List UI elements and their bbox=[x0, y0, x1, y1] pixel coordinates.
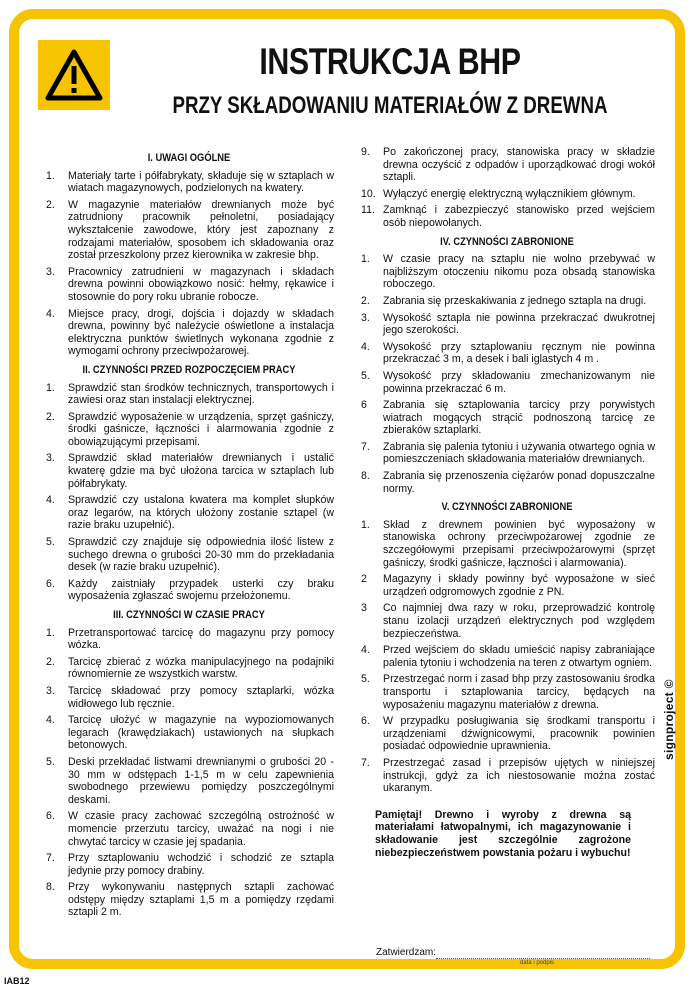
item-number: 7. bbox=[361, 440, 370, 453]
warning-triangle-icon bbox=[38, 40, 110, 110]
item-number: 6. bbox=[46, 810, 55, 823]
item-text: Przetransportować tarcicę do magazynu przy pomocy wózka. bbox=[68, 626, 334, 652]
item-text: Sprawdzić czy znajduje się odpowiednia ilość listew z suchego drewna o grubości 20-30 mm do przekładania desek (w razie braku uzupełnić). bbox=[68, 536, 334, 574]
item-number: 8. bbox=[361, 470, 370, 483]
item-number: 10. bbox=[361, 187, 376, 200]
approval-label: Zatwierdzam: bbox=[376, 947, 437, 958]
item-text: Tarcicę składować przy pomocy sztaplarki, wózka widłowego lub ręcznie. bbox=[68, 684, 334, 710]
item-text: Materiały tarte i półfabrykaty, składuje się w sztaplach w wiatach magazynowych, podzielonych na kwatery. bbox=[68, 169, 334, 195]
item-number: 2. bbox=[46, 655, 55, 668]
item-number: 9. bbox=[361, 146, 370, 158]
item-number: 2. bbox=[46, 410, 55, 423]
item-number: 11. bbox=[361, 204, 375, 217]
item-number: 2. bbox=[361, 294, 370, 307]
item-number: 7. bbox=[361, 756, 370, 769]
item-text: Skład z drewnem powinien być wyposażony w stanowiska ochrony przeciwpożarowej zgodnie ze szczegółowymi przepisami przeciwpożarowymi (sprzęt gaśniczy, środki gaśnicze, łączności i alarmowania). bbox=[383, 518, 655, 569]
list-item bbox=[359, 715, 655, 753]
item-number: 5. bbox=[361, 673, 370, 686]
item-number: 3. bbox=[46, 684, 55, 697]
list-item bbox=[359, 188, 655, 201]
item-text: Wysokość sztapla nie powinna przekraczać dwukrotnej jego szerokości. bbox=[383, 311, 655, 337]
list-item bbox=[44, 881, 334, 919]
right-column bbox=[359, 146, 655, 859]
item-number: 1. bbox=[361, 518, 370, 531]
item-number: 1. bbox=[46, 381, 55, 394]
list-item bbox=[359, 757, 655, 795]
list-item bbox=[44, 452, 334, 490]
item-text: Sprawdzić stan środków technicznych, transportowych i zawiesi oraz stan instalacji elektrycznej. bbox=[68, 381, 334, 407]
item-text: Co najmniej dwa razy w roku, przeprowadzić kontrolę stanu izolacji urządzeń elektrycznych pod względem bezpieczeństwa. bbox=[383, 602, 655, 640]
list-item bbox=[44, 685, 334, 710]
section-heading: I. UWAGI OGÓLNE bbox=[147, 152, 231, 164]
list-item bbox=[44, 266, 334, 304]
item-number: 5. bbox=[361, 369, 370, 382]
item-number: 3. bbox=[46, 265, 55, 278]
item-text: Sprawdzić skład materiałów drewnianych i ustalić kwaterę gdzie ma być ułożona tarcica w sztaplach lub półfabrykaty. bbox=[68, 452, 334, 490]
list-item bbox=[359, 204, 655, 229]
signature-hint: data i podpis bbox=[520, 960, 555, 966]
product-code: IAB12 bbox=[4, 976, 30, 986]
brand-mark: signproject © bbox=[662, 679, 676, 760]
list-item bbox=[44, 714, 334, 752]
item-number: 3 bbox=[361, 602, 367, 615]
list-item bbox=[359, 146, 655, 184]
item-text: Sprawdzić czy ustalona kwatera ma komplet słupków oraz legarów, na których ułożony zostanie sztapel (w razie braku uzupełnić). bbox=[68, 494, 334, 532]
item-number: 4. bbox=[46, 494, 55, 507]
item-number: 4. bbox=[46, 714, 55, 727]
item-text: Zabrania się przenoszenia ciężarów ponad dopuszczalne normy. bbox=[383, 470, 655, 495]
item-text: Tarcicę ułożyć w magazynie na wypoziomowanych legarach (krawędziakach) ustawionych na słupkach betonowych. bbox=[68, 714, 334, 752]
section-heading: V. CZYNNOŚCI ZABRONIONE bbox=[441, 501, 573, 514]
list-item bbox=[44, 411, 334, 449]
item-text: Tarcicę zbierać z wózka manipulacyjnego na podajniki równomiernie ze wszystkich warstw. bbox=[68, 655, 334, 681]
signature-line bbox=[436, 958, 650, 959]
item-text: Magazyny i składy powinny być wyposażone w sieć urządzeń odgromowych zgodnie z PN. bbox=[383, 573, 655, 598]
item-text: Zabrania się sztaplowania tarcicy przy porywistych wiatrach mogących strącić podnoszoną tarcicę ze zbieraków sztaplarki. bbox=[383, 399, 655, 437]
list-item bbox=[44, 170, 334, 195]
list-item bbox=[359, 644, 655, 669]
list-item bbox=[44, 199, 334, 262]
list-item bbox=[44, 536, 334, 574]
list-item bbox=[44, 578, 334, 603]
item-text: Zabrania się palenia tytoniu i używania otwartego ognia w pomieszczeniach składowania materiałów drewnianych. bbox=[383, 440, 655, 466]
item-number: 8. bbox=[46, 881, 55, 894]
item-number: 3. bbox=[46, 452, 55, 465]
item-text: Zamknąć i zabezpieczyć stanowisko przed wejściem osób niepowołanych. bbox=[383, 204, 655, 229]
item-text: Miejsce pracy, drogi, dojścia i dojazdy w składach drewna, powinny być należycie oświetlone a instalacja elektryczna punktów świetlnych wykonana zgodnie z wymogami ochrony przeciwpożarowej. bbox=[68, 307, 334, 358]
item-text: Wyłączyć energię elektryczną wyłącznikiem głównym. bbox=[383, 187, 636, 200]
list-item bbox=[359, 312, 655, 337]
item-text: W czasie pracy na sztaplu nie wolno przebywać w najbliższym otoczeniu nikomu poza obsadą stanowiska roboczego. bbox=[383, 253, 655, 291]
list-item bbox=[44, 627, 334, 652]
item-number: 1. bbox=[361, 253, 370, 266]
item-number: 5. bbox=[46, 536, 55, 549]
item-number: 3. bbox=[361, 311, 370, 324]
item-text: Zabrania się przeskakiwania z jednego sztapla na drugi. bbox=[383, 294, 647, 307]
list-item bbox=[44, 494, 334, 532]
item-number: 1. bbox=[46, 169, 55, 182]
item-text: Przestrzegać norm i zasad bhp przy zastosowaniu środka transportu i sztaplowania tarcicy, będących na wyposażeniu magazynu materiałów z drewna. bbox=[383, 673, 655, 711]
warning-note: Pamiętaj! Drewno i wyroby z drewna są materiałami łatwopalnymi, ich magazynowanie i składowanie jest szczególnie zagrożone niebezpieczeństwem powstania pożaru i wybuchu! bbox=[375, 808, 631, 859]
item-number: 4. bbox=[361, 340, 370, 353]
list-item bbox=[359, 399, 655, 437]
list-item bbox=[359, 519, 655, 569]
item-number: 6 bbox=[361, 399, 367, 412]
item-text: Wysokość przy składowaniu zmechanizowanym nie powinna przekraczać 6 m. bbox=[383, 369, 655, 395]
item-number: 4. bbox=[46, 307, 55, 320]
section-heading: II. CZYNNOŚCI PRZED ROZPOCZĘCIEM PRACY bbox=[82, 363, 296, 376]
page-subtitle: PRZY SKŁADOWANIU MATERIAŁÓW Z DREWNA bbox=[172, 92, 608, 119]
item-number: 7. bbox=[46, 852, 55, 865]
item-text: W magazynie materiałów drewnianych może być zatrudniony pracownik pełnoletni, posiadający wykształcenie zawodowe, który jest zapoznany z rodzajami materiałów, sposobem ich składowania oraz został przeszkolony przez kierownika w zakresie bhp. bbox=[68, 198, 334, 262]
item-text: W czasie pracy zachować szczególną ostrożność w momencie przerzutu tarcicy, uważać na nogi i nie chwytać tarcicy w czasie jej spadania. bbox=[68, 810, 334, 848]
list-item bbox=[359, 441, 655, 466]
item-number: 2. bbox=[46, 198, 55, 211]
list-item bbox=[44, 308, 334, 358]
list-item bbox=[359, 573, 655, 598]
item-number: 4. bbox=[361, 644, 370, 657]
item-text: Sprawdzić wyposażenie w urządzenia, sprzęt gaśniczy, środki gaśnicze, łączności i alarmowania zgodnie z obowiązującymi przepisami. bbox=[68, 410, 334, 448]
item-number: 2 bbox=[361, 573, 367, 586]
left-column bbox=[44, 146, 334, 923]
item-text: Pracownicy zatrudnieni w magazynach i składach drewna powinni obowiązkowo nosić: hełmy, rękawice i stosownie do pory roku ubranie robocze. bbox=[68, 265, 334, 303]
item-text: W przypadku posługiwania się środkami transportu i urządzeniami dźwignicowymi, pracownik powinien posiadać odpowiednie uprawnienia. bbox=[383, 715, 655, 753]
list-item bbox=[359, 602, 655, 640]
item-text: Każdy zaistniały przypadek usterki czy braku wyposażenia zgłaszać swojemu przełożonemu. bbox=[68, 577, 334, 603]
list-item bbox=[44, 382, 334, 407]
list-item bbox=[359, 470, 655, 495]
list-item bbox=[44, 852, 334, 877]
section-heading: III. CZYNNOŚCI W CZASIE PRACY bbox=[113, 609, 265, 621]
item-number: 5. bbox=[46, 755, 55, 768]
list-item bbox=[359, 341, 655, 366]
item-text: Deski przekładać listwami drewnianymi o grubości 20 - 30 mm w odstępach 1-1,5 m w celu zapewnienia swobodnego przewiewu pomiędzy poszczególnymi deskami. bbox=[68, 755, 334, 806]
item-text: Wysokość przy sztaplowaniu ręcznym nie powinna przekraczać 3 m, a desek i bali iglastych 4 m . bbox=[383, 340, 655, 366]
list-item bbox=[359, 253, 655, 291]
page-title: INSTRUKCJA BHP bbox=[259, 41, 521, 82]
section-heading: IV. CZYNNOŚCI ZABRONIONE bbox=[440, 235, 574, 248]
item-number: 6. bbox=[46, 577, 55, 590]
list-item bbox=[44, 656, 334, 681]
item-text: Przy sztaplowaniu wchodzić i schodzić ze sztapla jedynie przy pomocy drabiny. bbox=[68, 852, 334, 877]
list-item bbox=[44, 810, 334, 848]
item-text: Przy wykonywaniu następnych sztapli zachować odstępy między sztaplami 1,5 m a pomiędzy rzędami sztapli 2 m. bbox=[68, 881, 334, 919]
item-text: Po zakończonej pracy, stanowiska pracy w składzie drewna oczyścić z odpadów i uporządkować drogi wokół sztapli. bbox=[383, 146, 655, 184]
list-item bbox=[359, 370, 655, 395]
list-item bbox=[44, 756, 334, 806]
list-item bbox=[359, 295, 655, 308]
item-text: Przestrzegać zasad i przepisów ujętych w niniejszej instrukcji, gdyż za ich niestosowanie można zostać ukaranym. bbox=[383, 756, 655, 795]
list-item bbox=[359, 673, 655, 711]
item-text: Przed wejściem do składu umieścić napisy zabraniające palenia tytoniu i wchodzenia na teren z otwartym ogniem. bbox=[383, 644, 655, 669]
item-number: 1. bbox=[46, 626, 55, 639]
item-number: 6. bbox=[361, 715, 370, 728]
